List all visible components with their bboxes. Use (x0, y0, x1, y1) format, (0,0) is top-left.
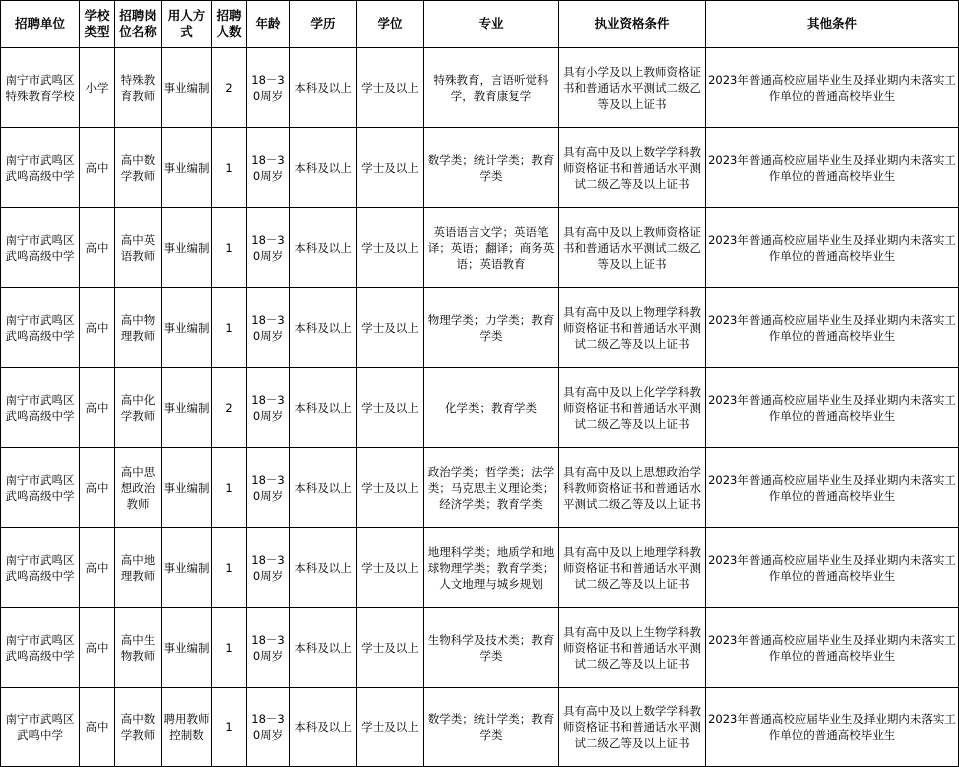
qualification-cell: 具有高中及以上教师资格证书和普通话水平测试二级乙等及以上证书 (559, 208, 706, 288)
degree-cell: 学士及以上 (357, 448, 424, 528)
position-cell: 高中数学教师 (115, 688, 162, 767)
degree-cell: 学士及以上 (357, 288, 424, 368)
degree-cell: 学士及以上 (357, 208, 424, 288)
education-cell: 本科及以上 (290, 288, 357, 368)
header-cell: 学校类型 (80, 1, 115, 48)
age-cell: 18－30周岁 (247, 528, 290, 608)
count-cell: 1 (212, 208, 247, 288)
employment-cell: 事业编制 (162, 448, 212, 528)
header-cell: 招聘人数 (212, 1, 247, 48)
unit-cell: 南宁市武鸣区武鸣高级中学 (1, 448, 80, 528)
header-cell: 执业资格条件 (559, 1, 706, 48)
qualification-cell: 具有小学及以上教师资格证书和普通话水平测试二级乙等及以上证书 (559, 48, 706, 128)
header-cell: 学位 (357, 1, 424, 48)
school-type-cell: 小学 (80, 48, 115, 128)
table-row (1, 288, 959, 368)
employment-cell: 事业编制 (162, 288, 212, 368)
header-row (1, 1, 959, 48)
unit-cell: 南宁市武鸣区武鸣中学 (1, 688, 80, 767)
position-cell: 特殊教育教师 (115, 48, 162, 128)
education-cell: 本科及以上 (290, 368, 357, 448)
count-cell: 1 (212, 688, 247, 767)
count-cell: 1 (212, 528, 247, 608)
header-cell: 其他条件 (706, 1, 959, 48)
count-cell: 2 (212, 368, 247, 448)
header-cell: 招聘岗位名称 (115, 1, 162, 48)
school-type-cell: 高中 (80, 208, 115, 288)
other-conditions-cell: 2023年普通高校应届毕业生及择业期内未落实工作单位的普通高校毕业生 (706, 608, 959, 688)
school-type-cell: 高中 (80, 368, 115, 448)
table-row (1, 448, 959, 528)
major-cell: 数学类；统计学类；教育学类 (424, 128, 559, 208)
other-conditions-cell: 2023年普通高校应届毕业生及择业期内未落实工作单位的普通高校毕业生 (706, 368, 959, 448)
major-cell: 化学类；教育学类 (424, 368, 559, 448)
other-conditions-cell: 2023年普通高校应届毕业生及择业期内未落实工作单位的普通高校毕业生 (706, 128, 959, 208)
header-cell: 年龄 (247, 1, 290, 48)
count-cell: 1 (212, 288, 247, 368)
table-row (1, 608, 959, 688)
education-cell: 本科及以上 (290, 208, 357, 288)
employment-cell: 事业编制 (162, 128, 212, 208)
table-row (1, 48, 959, 128)
school-type-cell: 高中 (80, 608, 115, 688)
school-type-cell: 高中 (80, 528, 115, 608)
position-cell: 高中思想政治教师 (115, 448, 162, 528)
school-type-cell: 高中 (80, 128, 115, 208)
other-conditions-cell: 2023年普通高校应届毕业生及择业期内未落实工作单位的普通高校毕业生 (706, 208, 959, 288)
age-cell: 18－30周岁 (247, 608, 290, 688)
other-conditions-cell: 2023年普通高校应届毕业生及择业期内未落实工作单位的普通高校毕业生 (706, 288, 959, 368)
age-cell: 18－30周岁 (247, 48, 290, 128)
table-row (1, 128, 959, 208)
qualification-cell: 具有高中及以上数学学科教师资格证书和普通话水平测试二级乙等及以上证书 (559, 688, 706, 767)
major-cell: 特殊教育，言语听觉科学，教育康复学 (424, 48, 559, 128)
major-cell: 政治学类；哲学类；法学类；马克思主义理论类；经济学类；教育学类 (424, 448, 559, 528)
unit-cell: 南宁市武鸣区武鸣高级中学 (1, 128, 80, 208)
unit-cell: 南宁市武鸣区特殊教育学校 (1, 48, 80, 128)
degree-cell: 学士及以上 (357, 368, 424, 448)
position-cell: 高中数学教师 (115, 128, 162, 208)
count-cell: 1 (212, 448, 247, 528)
unit-cell: 南宁市武鸣区武鸣高级中学 (1, 608, 80, 688)
qualification-cell: 具有高中及以上化学学科教师资格证书和普通话水平测试二级乙等及以上证书 (559, 368, 706, 448)
degree-cell: 学士及以上 (357, 48, 424, 128)
major-cell: 生物科学及技术类；教育学类 (424, 608, 559, 688)
education-cell: 本科及以上 (290, 608, 357, 688)
header-cell: 招聘单位 (1, 1, 80, 48)
position-cell: 高中化学教师 (115, 368, 162, 448)
employment-cell: 事业编制 (162, 608, 212, 688)
qualification-cell: 具有高中及以上物理学科教师资格证书和普通话水平测试二级乙等及以上证书 (559, 288, 706, 368)
employment-cell: 事业编制 (162, 48, 212, 128)
education-cell: 本科及以上 (290, 448, 357, 528)
header-cell: 学历 (290, 1, 357, 48)
unit-cell: 南宁市武鸣区武鸣高级中学 (1, 368, 80, 448)
age-cell: 18－30周岁 (247, 288, 290, 368)
education-cell: 本科及以上 (290, 528, 357, 608)
employment-cell: 事业编制 (162, 208, 212, 288)
table-row (1, 528, 959, 608)
age-cell: 18－30周岁 (247, 368, 290, 448)
header-cell: 专业 (424, 1, 559, 48)
major-cell: 地理科学类；地质学和地球物理学类；教育学类；人文地理与城乡规划 (424, 528, 559, 608)
other-conditions-cell: 2023年普通高校应届毕业生及择业期内未落实工作单位的普通高校毕业生 (706, 528, 959, 608)
table-row (1, 208, 959, 288)
education-cell: 本科及以上 (290, 688, 357, 767)
major-cell: 英语语言文学；英语笔译；英语；翻译；商务英语；英语教育 (424, 208, 559, 288)
unit-cell: 南宁市武鸣区武鸣高级中学 (1, 208, 80, 288)
school-type-cell: 高中 (80, 448, 115, 528)
other-conditions-cell: 2023年普通高校应届毕业生及择业期内未落实工作单位的普通高校毕业生 (706, 688, 959, 767)
other-conditions-cell: 2023年普通高校应届毕业生及择业期内未落实工作单位的普通高校毕业生 (706, 48, 959, 128)
unit-cell: 南宁市武鸣区武鸣高级中学 (1, 288, 80, 368)
school-type-cell: 高中 (80, 288, 115, 368)
position-cell: 高中物理教师 (115, 288, 162, 368)
school-type-cell: 高中 (80, 688, 115, 767)
age-cell: 18－30周岁 (247, 208, 290, 288)
degree-cell: 学士及以上 (357, 528, 424, 608)
qualification-cell: 具有高中及以上思想政治学科教师资格证书和普通话水平测试二级乙等及以上证书 (559, 448, 706, 528)
count-cell: 1 (212, 608, 247, 688)
other-conditions-cell: 2023年普通高校应届毕业生及择业期内未落实工作单位的普通高校毕业生 (706, 448, 959, 528)
qualification-cell: 具有高中及以上地理学科教师资格证书和普通话水平测试二级乙等及以上证书 (559, 528, 706, 608)
employment-cell: 事业编制 (162, 368, 212, 448)
major-cell: 物理学类；力学类；教育学类 (424, 288, 559, 368)
age-cell: 18－30周岁 (247, 448, 290, 528)
header-cell: 用人方式 (162, 1, 212, 48)
employment-cell: 聘用教师控制数 (162, 688, 212, 767)
position-cell: 高中生物教师 (115, 608, 162, 688)
position-cell: 高中英语教师 (115, 208, 162, 288)
degree-cell: 学士及以上 (357, 688, 424, 767)
education-cell: 本科及以上 (290, 128, 357, 208)
unit-cell: 南宁市武鸣区武鸣高级中学 (1, 528, 80, 608)
degree-cell: 学士及以上 (357, 128, 424, 208)
qualification-cell: 具有高中及以上生物学科教师资格证书和普通话水平测试二级乙等及以上证书 (559, 608, 706, 688)
count-cell: 1 (212, 128, 247, 208)
age-cell: 18－30周岁 (247, 688, 290, 767)
count-cell: 2 (212, 48, 247, 128)
position-cell: 高中地理教师 (115, 528, 162, 608)
qualification-cell: 具有高中及以上数学学科教师资格证书和普通话水平测试二级乙等及以上证书 (559, 128, 706, 208)
age-cell: 18－30周岁 (247, 128, 290, 208)
education-cell: 本科及以上 (290, 48, 357, 128)
employment-cell: 事业编制 (162, 528, 212, 608)
table-row (1, 368, 959, 448)
table-row (1, 688, 959, 767)
major-cell: 数学类；统计学类；教育学类 (424, 688, 559, 767)
degree-cell: 学士及以上 (357, 608, 424, 688)
